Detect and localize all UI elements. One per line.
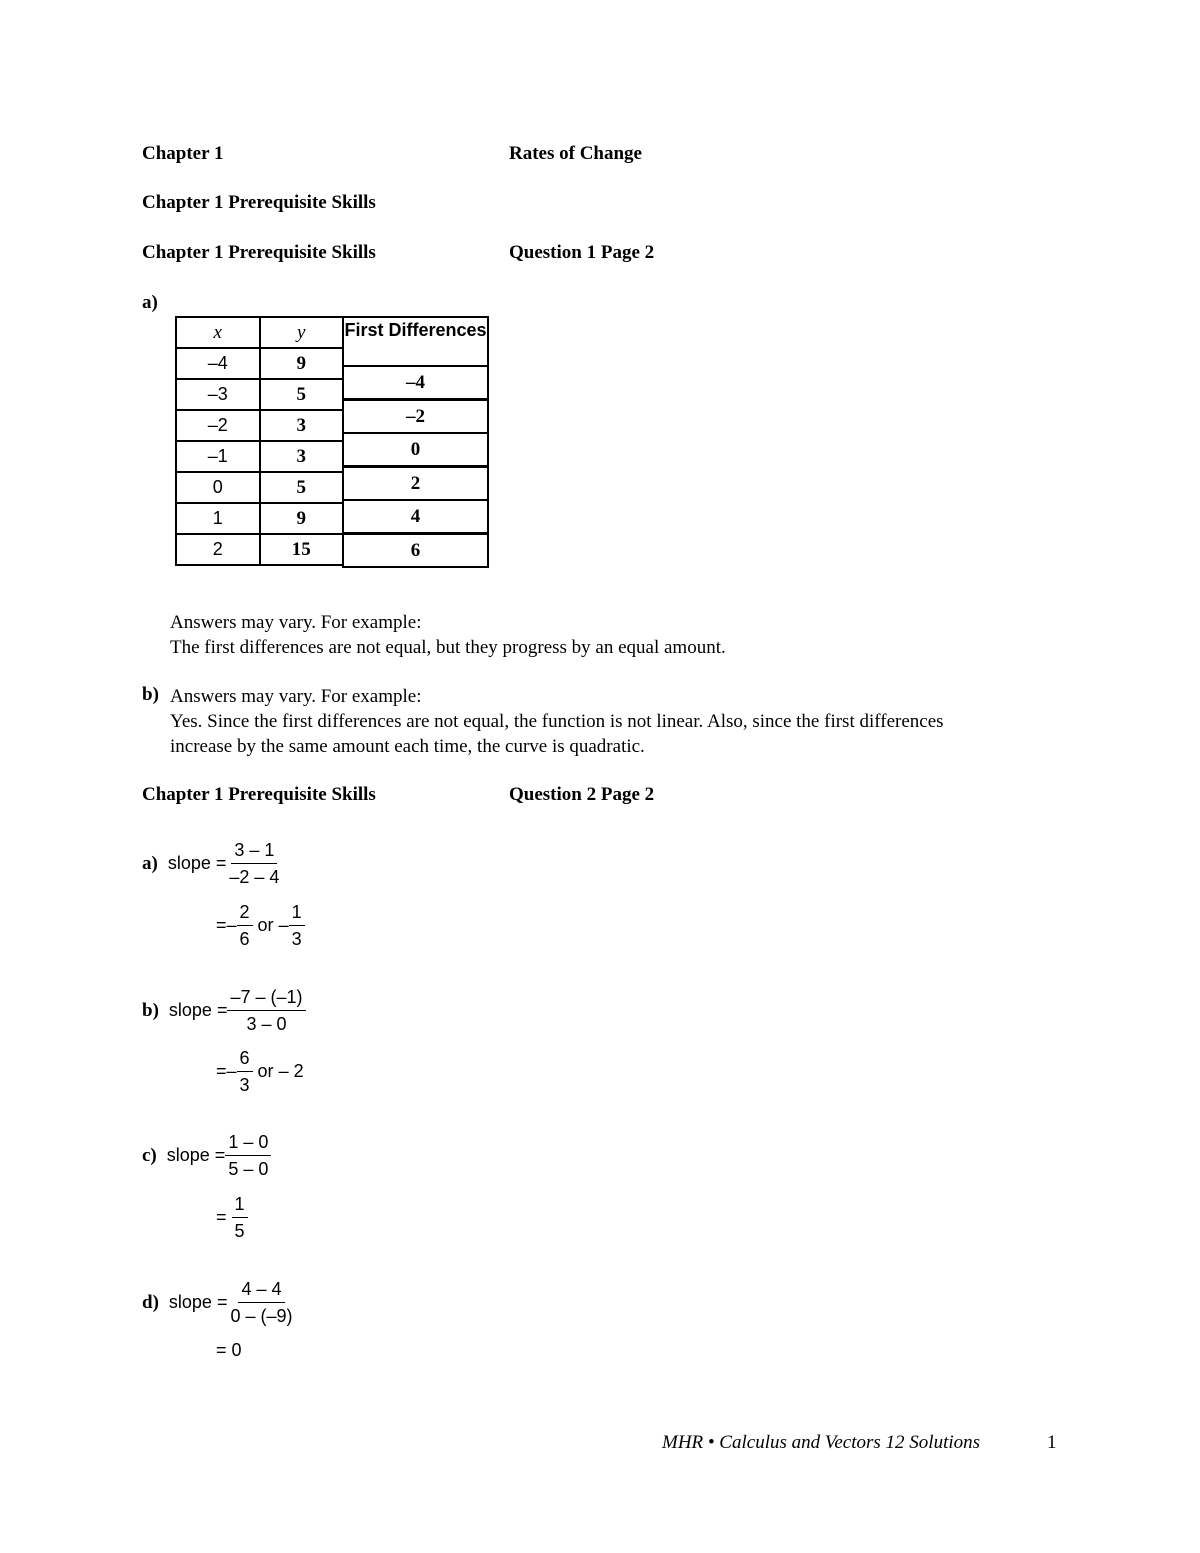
y-cell: 9 [260, 348, 344, 379]
q2b-slope-fraction [227, 986, 305, 1035]
table-row [176, 379, 343, 410]
fraction-numerator: 1 [289, 901, 305, 926]
q2a-result-line [216, 901, 305, 950]
equals-sign: = [216, 1207, 227, 1227]
q2c-result-fraction [232, 1193, 248, 1242]
chapter-label: Chapter 1 [142, 143, 224, 164]
x-cell: 0 [176, 472, 260, 503]
slope-word: slope = [167, 853, 227, 873]
minus-sign: – [226, 1061, 237, 1081]
equals-sign: = [216, 915, 227, 935]
first-difference-cell: 4 [342, 499, 489, 534]
x-cell: –4 [176, 348, 260, 379]
q2-heading-left: Chapter 1 Prerequisite Skills [142, 784, 376, 805]
table-row [176, 534, 343, 565]
q2a-slope-line [142, 839, 282, 888]
q2-heading-right: Question 2 Page 2 [509, 784, 655, 805]
slope-word: slope = [166, 1145, 226, 1165]
minus-sign: – [278, 915, 289, 935]
q2a-label: a) [142, 852, 158, 874]
fraction-numerator: 1 – 0 [225, 1131, 271, 1156]
col-header-y: y [260, 317, 344, 348]
or-word: or [257, 1061, 274, 1081]
q2c-label: c) [142, 1144, 157, 1166]
fraction-numerator: 1 [232, 1193, 248, 1218]
q1b-answer-line1: Answers may vary. For example: [170, 686, 422, 707]
q2d-result: = 0 [216, 1340, 242, 1360]
q2d-slope-fraction [227, 1278, 295, 1327]
y-cell: 5 [260, 472, 344, 503]
q1a-answer-line1: Answers may vary. For example: [170, 612, 422, 633]
x-cell: –1 [176, 441, 260, 472]
q1b-answer-line2: Yes. Since the first differences are not equal, the function is not linear. Also, since the first differences [170, 711, 944, 732]
fraction-numerator: –7 – (–1) [227, 986, 305, 1011]
fraction-denominator: 3 [291, 929, 302, 949]
page-number: 1 [1047, 1432, 1057, 1453]
first-difference-cell: –4 [342, 365, 489, 400]
q1-heading-right: Question 1 Page 2 [509, 242, 655, 263]
q2b-slope-line [142, 986, 306, 1035]
or-word: or [257, 915, 274, 935]
table-row [176, 472, 343, 503]
fraction-denominator: 3 [239, 1075, 250, 1095]
fraction-denominator: 6 [239, 929, 250, 949]
col-header-x: x [176, 317, 260, 348]
fraction-denominator: 0 – (–9) [230, 1306, 293, 1326]
first-difference-cell: –2 [342, 399, 489, 434]
q2d-slope-line [142, 1278, 296, 1327]
q2b-label: b) [142, 999, 159, 1021]
fraction-numerator: 6 [237, 1047, 253, 1072]
fraction-denominator: –2 – 4 [229, 867, 280, 887]
y-cell: 9 [260, 503, 344, 534]
table-row [176, 348, 343, 379]
q1-part-a-label: a) [142, 292, 158, 313]
fraction-numerator: 4 – 4 [238, 1278, 284, 1303]
fraction-numerator: 3 – 1 [231, 839, 277, 864]
first-difference-cell: 6 [342, 533, 489, 568]
y-cell: 15 [260, 534, 344, 565]
table-row [176, 503, 343, 534]
q2c-slope-fraction [225, 1131, 271, 1180]
x-cell: 1 [176, 503, 260, 534]
q2a-slope-fraction [226, 839, 282, 888]
x-cell: 2 [176, 534, 260, 565]
y-cell: 3 [260, 441, 344, 472]
first-difference-cell: 2 [342, 466, 489, 501]
fraction-denominator: 3 – 0 [246, 1014, 287, 1034]
footer-text: MHR • Calculus and Vectors 12 Solutions [662, 1432, 981, 1453]
q2d-label: d) [142, 1291, 159, 1313]
col-header-first-differences: First Differences [342, 316, 489, 367]
slope-word: slope = [168, 1292, 228, 1312]
y-cell: 5 [260, 379, 344, 410]
fraction-denominator: 5 – 0 [228, 1159, 269, 1179]
q2c-result-line [216, 1193, 248, 1242]
q2b-alt-value: – 2 [278, 1061, 304, 1081]
q1a-answer-line2: The first differences are not equal, but they progress by an equal amount. [170, 637, 726, 658]
slope-word: slope = [168, 1000, 228, 1020]
q2c-slope-line [142, 1131, 271, 1180]
table-row [176, 441, 343, 472]
q1b-answer-line3: increase by the same amount each time, the curve is quadratic. [170, 736, 645, 757]
q1-heading-left: Chapter 1 Prerequisite Skills [142, 242, 376, 263]
minus-sign: – [226, 915, 237, 935]
table-row [176, 410, 343, 441]
q2a-result-fraction [237, 901, 253, 950]
q1-part-b-label: b) [142, 684, 159, 705]
q2a-alt-fraction [289, 901, 305, 950]
xy-table [175, 316, 344, 566]
q2b-result-fraction [237, 1047, 253, 1096]
fraction-numerator: 2 [237, 901, 253, 926]
fraction-denominator: 5 [234, 1221, 245, 1241]
q2b-result-line [216, 1047, 304, 1096]
x-cell: –2 [176, 410, 260, 441]
equals-sign: = [216, 1061, 227, 1081]
first-difference-cell: 0 [342, 432, 489, 467]
y-cell: 3 [260, 410, 344, 441]
section-heading: Chapter 1 Prerequisite Skills [142, 192, 376, 213]
chapter-title: Rates of Change [509, 143, 642, 164]
x-cell: –3 [176, 379, 260, 410]
